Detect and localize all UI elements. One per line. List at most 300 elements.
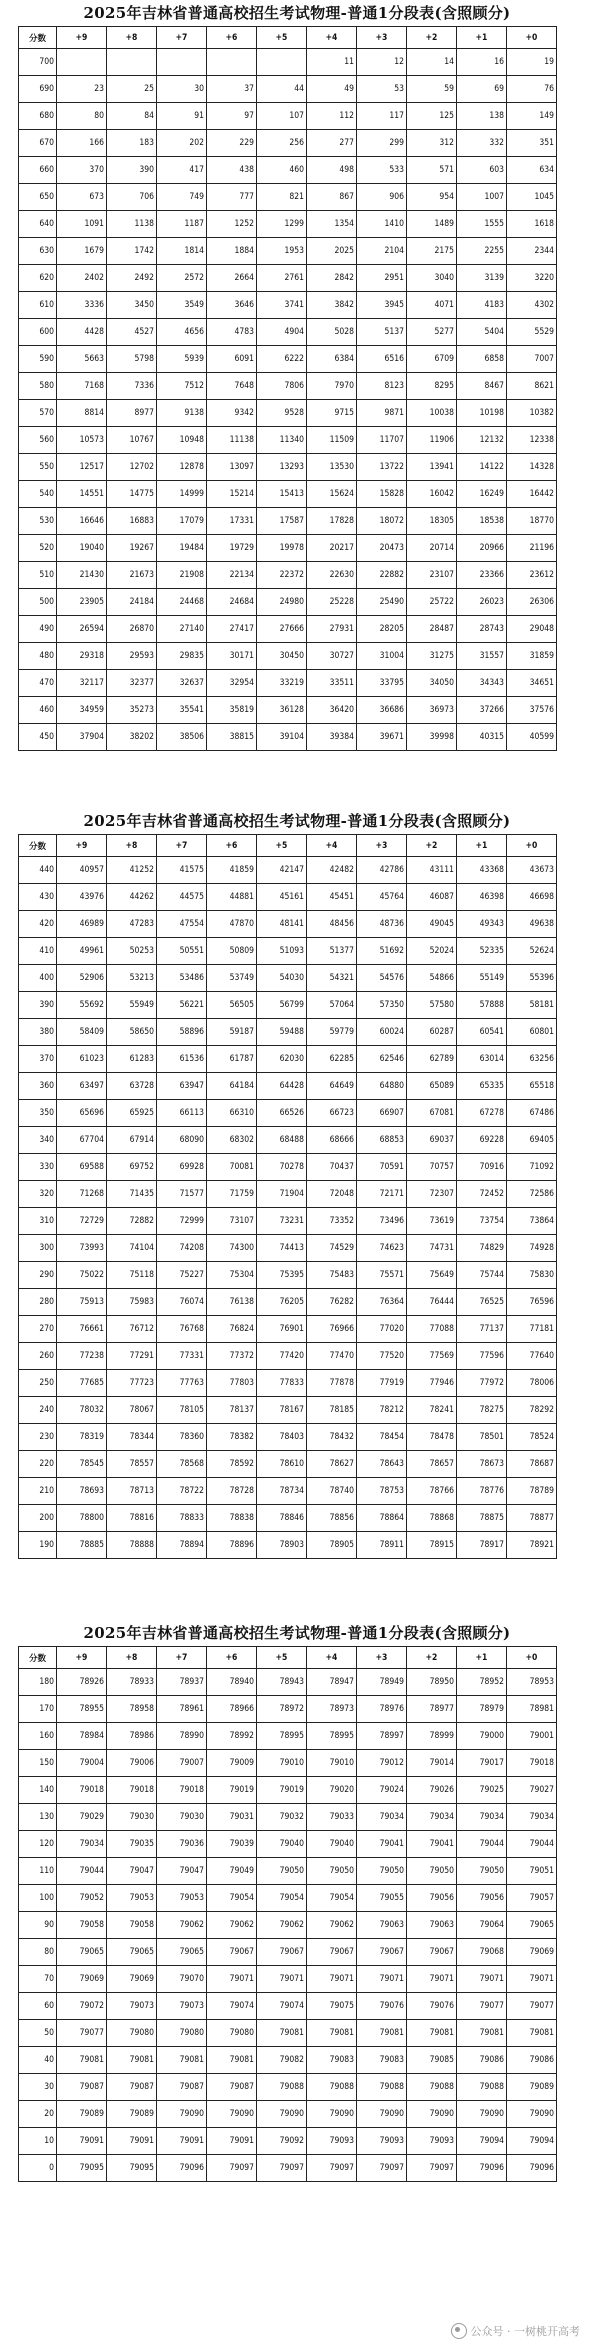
table-row	[19, 1777, 557, 1804]
cumulative-count-cell: 10948	[157, 427, 207, 454]
cumulative-count-cell: 21196	[507, 535, 557, 562]
cumulative-count-cell: 77878	[307, 1370, 357, 1397]
cumulative-count-cell: 23107	[407, 562, 457, 589]
cumulative-count-cell: 78524	[507, 1424, 557, 1451]
cumulative-count-cell: 79089	[57, 2101, 107, 2128]
cumulative-count-cell: 460	[257, 157, 307, 184]
cumulative-count-cell: 69588	[57, 1154, 107, 1181]
cumulative-count-cell: 79049	[207, 1858, 257, 1885]
cumulative-count-cell: 55149	[457, 965, 507, 992]
score-cell: 150	[19, 1750, 57, 1777]
cumulative-count-cell: 70757	[407, 1154, 457, 1181]
cumulative-count-cell: 79018	[157, 1777, 207, 1804]
cumulative-count-cell: 78344	[107, 1424, 157, 1451]
cumulative-count-cell: 17828	[307, 508, 357, 535]
score-cell: 50	[19, 2020, 57, 2047]
cumulative-count-cell: 40957	[57, 857, 107, 884]
cumulative-count-cell: 117	[357, 103, 407, 130]
cumulative-count-cell: 79025	[457, 1777, 507, 1804]
cumulative-count-cell: 77685	[57, 1370, 107, 1397]
cumulative-count-cell: 57580	[407, 992, 457, 1019]
cumulative-count-cell: 1884	[207, 238, 257, 265]
column-header: 分数	[19, 27, 57, 49]
cumulative-count-cell: 32117	[57, 670, 107, 697]
cumulative-count-cell: 634	[507, 157, 557, 184]
cumulative-count-cell: 112	[307, 103, 357, 130]
column-header: +9	[57, 27, 107, 49]
cumulative-count-cell: 70591	[357, 1154, 407, 1181]
table-row	[19, 2155, 557, 2182]
score-cell: 240	[19, 1397, 57, 1424]
cumulative-count-cell: 149	[507, 103, 557, 130]
cumulative-count-cell: 78643	[357, 1451, 407, 1478]
cumulative-count-cell: 74829	[457, 1235, 507, 1262]
cumulative-count-cell: 50809	[207, 938, 257, 965]
score-cell: 170	[19, 1696, 57, 1723]
cumulative-count-cell: 37904	[57, 724, 107, 751]
cumulative-count-cell: 79091	[157, 2128, 207, 2155]
cumulative-count-cell: 25490	[357, 589, 407, 616]
column-header: +9	[57, 1647, 107, 1669]
cumulative-count-cell: 79010	[257, 1750, 307, 1777]
cumulative-count-cell: 2104	[357, 238, 407, 265]
score-cell: 480	[19, 643, 57, 670]
score-cell: 200	[19, 1505, 57, 1532]
column-header: +2	[407, 835, 457, 857]
cumulative-count-cell: 46698	[507, 884, 557, 911]
column-header: +2	[407, 27, 457, 49]
cumulative-count-cell: 79091	[57, 2128, 107, 2155]
cumulative-count-cell: 45161	[257, 884, 307, 911]
cumulative-count-cell: 79081	[407, 2020, 457, 2047]
cumulative-count-cell: 69405	[507, 1127, 557, 1154]
cumulative-count-cell: 32954	[207, 670, 257, 697]
cumulative-count-cell: 2344	[507, 238, 557, 265]
cumulative-count-cell: 77833	[257, 1370, 307, 1397]
cumulative-count-cell: 78432	[307, 1424, 357, 1451]
cumulative-count-cell: 68302	[207, 1127, 257, 1154]
table-row	[19, 292, 557, 319]
cumulative-count-cell: 777	[207, 184, 257, 211]
cumulative-count-cell: 79086	[457, 2047, 507, 2074]
table-row	[19, 211, 557, 238]
cumulative-count-cell: 1091	[57, 211, 107, 238]
cumulative-count-cell: 58409	[57, 1019, 107, 1046]
cumulative-count-cell: 12878	[157, 454, 207, 481]
cumulative-count-cell: 79080	[157, 2020, 207, 2047]
cumulative-count-cell: 62546	[357, 1046, 407, 1073]
cumulative-count-cell: 40315	[457, 724, 507, 751]
cumulative-count-cell: 67486	[507, 1100, 557, 1127]
cumulative-count-cell: 79054	[207, 1885, 257, 1912]
cumulative-count-cell: 63014	[457, 1046, 507, 1073]
score-table	[18, 26, 557, 751]
cumulative-count-cell: 36973	[407, 697, 457, 724]
cumulative-count-cell: 28487	[407, 616, 457, 643]
cumulative-count-cell: 79091	[107, 2128, 157, 2155]
cumulative-count-cell: 351	[507, 130, 557, 157]
cumulative-count-cell: 12517	[57, 454, 107, 481]
cumulative-count-cell: 54576	[357, 965, 407, 992]
cumulative-count-cell: 29835	[157, 643, 207, 670]
cumulative-count-cell: 76364	[357, 1289, 407, 1316]
cumulative-count-cell: 73864	[507, 1208, 557, 1235]
cumulative-count-cell: 35541	[157, 697, 207, 724]
cumulative-count-cell	[57, 49, 107, 76]
score-cell: 470	[19, 670, 57, 697]
cumulative-count-cell: 79095	[107, 2155, 157, 2182]
cumulative-count-cell: 78722	[157, 1478, 207, 1505]
cumulative-count-cell: 79097	[307, 2155, 357, 2182]
table-header-row	[19, 27, 557, 49]
cumulative-count-cell: 6709	[407, 346, 457, 373]
cumulative-count-cell: 78995	[307, 1723, 357, 1750]
cumulative-count-cell: 79052	[57, 1885, 107, 1912]
cumulative-count-cell: 76768	[157, 1316, 207, 1343]
cumulative-count-cell: 75571	[357, 1262, 407, 1289]
cumulative-count-cell: 78877	[507, 1505, 557, 1532]
cumulative-count-cell: 14999	[157, 481, 207, 508]
column-header: +4	[307, 1647, 357, 1669]
cumulative-count-cell: 1953	[257, 238, 307, 265]
cumulative-count-cell: 78212	[357, 1397, 407, 1424]
cumulative-count-cell	[107, 49, 157, 76]
cumulative-count-cell: 78360	[157, 1424, 207, 1451]
cumulative-count-cell: 21908	[157, 562, 207, 589]
cumulative-count-cell: 78067	[107, 1397, 157, 1424]
cumulative-count-cell: 75744	[457, 1262, 507, 1289]
cumulative-count-cell: 53	[357, 76, 407, 103]
cumulative-count-cell: 79093	[407, 2128, 457, 2155]
score-cell: 340	[19, 1127, 57, 1154]
cumulative-count-cell: 64428	[257, 1073, 307, 1100]
cumulative-count-cell: 57350	[357, 992, 407, 1019]
cumulative-count-cell: 78592	[207, 1451, 257, 1478]
score-cell: 660	[19, 157, 57, 184]
cumulative-count-cell: 74529	[307, 1235, 357, 1262]
cumulative-count-cell: 78943	[257, 1669, 307, 1696]
cumulative-count-cell: 43673	[507, 857, 557, 884]
cumulative-count-cell: 60801	[507, 1019, 557, 1046]
table-row	[19, 1100, 557, 1127]
score-cell: 20	[19, 2101, 57, 2128]
cumulative-count-cell: 78972	[257, 1696, 307, 1723]
cumulative-count-cell: 71268	[57, 1181, 107, 1208]
cumulative-count-cell: 61787	[207, 1046, 257, 1073]
cumulative-count-cell: 59187	[207, 1019, 257, 1046]
cumulative-count-cell: 78976	[357, 1696, 407, 1723]
cumulative-count-cell: 19729	[207, 535, 257, 562]
cumulative-count-cell: 36420	[307, 697, 357, 724]
cumulative-count-cell: 79050	[357, 1858, 407, 1885]
cumulative-count-cell: 76444	[407, 1289, 457, 1316]
cumulative-count-cell: 79094	[457, 2128, 507, 2155]
cumulative-count-cell: 24980	[257, 589, 307, 616]
table-row	[19, 884, 557, 911]
cumulative-count-cell: 71759	[207, 1181, 257, 1208]
table-row	[19, 319, 557, 346]
score-cell: 570	[19, 400, 57, 427]
cumulative-count-cell: 23366	[457, 562, 507, 589]
score-cell: 580	[19, 373, 57, 400]
cumulative-count-cell: 79050	[457, 1858, 507, 1885]
cumulative-count-cell: 77088	[407, 1316, 457, 1343]
score-cell: 330	[19, 1154, 57, 1181]
cumulative-count-cell: 79004	[57, 1750, 107, 1777]
cumulative-count-cell: 79071	[457, 1966, 507, 1993]
cumulative-count-cell: 79093	[357, 2128, 407, 2155]
column-header: +1	[457, 27, 507, 49]
cumulative-count-cell: 64880	[357, 1073, 407, 1100]
cumulative-count-cell: 27140	[157, 616, 207, 643]
cumulative-count-cell: 1489	[407, 211, 457, 238]
cumulative-count-cell: 13530	[307, 454, 357, 481]
column-header: +8	[107, 1647, 157, 1669]
cumulative-count-cell: 78992	[207, 1723, 257, 1750]
cumulative-count-cell: 22630	[307, 562, 357, 589]
cumulative-count-cell: 73754	[457, 1208, 507, 1235]
cumulative-count-cell: 39998	[407, 724, 457, 751]
table-row	[19, 1127, 557, 1154]
cumulative-count-cell: 16883	[107, 508, 157, 535]
cumulative-count-cell: 79067	[257, 1939, 307, 1966]
column-header: +6	[207, 1647, 257, 1669]
cumulative-count-cell: 78905	[307, 1532, 357, 1559]
cumulative-count-cell: 5663	[57, 346, 107, 373]
cumulative-count-cell: 78958	[107, 1696, 157, 1723]
cumulative-count-cell: 11707	[357, 427, 407, 454]
score-cell: 250	[19, 1370, 57, 1397]
cumulative-count-cell: 62789	[407, 1046, 457, 1073]
table-row	[19, 1019, 557, 1046]
cumulative-count-cell: 78693	[57, 1478, 107, 1505]
cumulative-count-cell: 77470	[307, 1343, 357, 1370]
cumulative-count-cell: 9528	[257, 400, 307, 427]
cumulative-count-cell: 3945	[357, 292, 407, 319]
cumulative-count-cell: 27417	[207, 616, 257, 643]
cumulative-count-cell: 332	[457, 130, 507, 157]
cumulative-count-cell: 63497	[57, 1073, 107, 1100]
table-row	[19, 965, 557, 992]
cumulative-count-cell: 78915	[407, 1532, 457, 1559]
cumulative-count-cell: 183	[107, 130, 157, 157]
cumulative-count-cell: 79071	[407, 1966, 457, 1993]
cumulative-count-cell: 78868	[407, 1505, 457, 1532]
cumulative-count-cell: 8295	[407, 373, 457, 400]
table-row	[19, 130, 557, 157]
cumulative-count-cell: 5277	[407, 319, 457, 346]
cumulative-count-cell: 37266	[457, 697, 507, 724]
cumulative-count-cell: 78241	[407, 1397, 457, 1424]
cumulative-count-cell: 75227	[157, 1262, 207, 1289]
cumulative-count-cell: 71092	[507, 1154, 557, 1181]
score-table-section-1	[0, 0, 594, 751]
cumulative-count-cell: 78966	[207, 1696, 257, 1723]
score-cell: 620	[19, 265, 57, 292]
cumulative-count-cell: 417	[157, 157, 207, 184]
score-cell: 140	[19, 1777, 57, 1804]
cumulative-count-cell: 77596	[457, 1343, 507, 1370]
cumulative-count-cell: 749	[157, 184, 207, 211]
cumulative-count-cell: 5529	[507, 319, 557, 346]
cumulative-count-cell: 79050	[257, 1858, 307, 1885]
cumulative-count-cell: 1045	[507, 184, 557, 211]
cumulative-count-cell: 19	[507, 49, 557, 76]
cumulative-count-cell: 44575	[157, 884, 207, 911]
cumulative-count-cell: 75483	[307, 1262, 357, 1289]
cumulative-count-cell: 3741	[257, 292, 307, 319]
cumulative-count-cell: 79071	[307, 1966, 357, 1993]
cumulative-count-cell: 44	[257, 76, 307, 103]
cumulative-count-cell: 43976	[57, 884, 107, 911]
score-table-section-3	[0, 1620, 594, 2182]
cumulative-count-cell: 62030	[257, 1046, 307, 1073]
cumulative-count-cell: 77331	[157, 1343, 207, 1370]
cumulative-count-cell: 57064	[307, 992, 357, 1019]
cumulative-count-cell: 79090	[207, 2101, 257, 2128]
cumulative-count-cell: 7512	[157, 373, 207, 400]
cumulative-count-cell: 1007	[457, 184, 507, 211]
cumulative-count-cell: 78105	[157, 1397, 207, 1424]
cumulative-count-cell: 7007	[507, 346, 557, 373]
cumulative-count-cell: 66113	[157, 1100, 207, 1127]
wechat-icon	[451, 2323, 467, 2339]
cumulative-count-cell: 79090	[507, 2101, 557, 2128]
cumulative-count-cell: 25	[107, 76, 157, 103]
cumulative-count-cell: 78185	[307, 1397, 357, 1424]
cumulative-count-cell: 79096	[507, 2155, 557, 2182]
score-cell: 10	[19, 2128, 57, 2155]
cumulative-count-cell: 79090	[457, 2101, 507, 2128]
cumulative-count-cell: 78885	[57, 1532, 107, 1559]
cumulative-count-cell: 77372	[207, 1343, 257, 1370]
cumulative-count-cell: 79034	[407, 1804, 457, 1831]
cumulative-count-cell: 24684	[207, 589, 257, 616]
cumulative-count-cell: 7806	[257, 373, 307, 400]
cumulative-count-cell: 79001	[507, 1723, 557, 1750]
cumulative-count-cell: 84	[107, 103, 157, 130]
cumulative-count-cell: 2951	[357, 265, 407, 292]
column-header: +8	[107, 27, 157, 49]
cumulative-count-cell: 41252	[107, 857, 157, 884]
cumulative-count-cell: 79041	[357, 1831, 407, 1858]
cumulative-count-cell: 79053	[107, 1885, 157, 1912]
table-row	[19, 2074, 557, 2101]
cumulative-count-cell: 32377	[107, 670, 157, 697]
cumulative-count-cell: 52624	[507, 938, 557, 965]
column-header: +1	[457, 1647, 507, 1669]
cumulative-count-cell: 6222	[257, 346, 307, 373]
cumulative-count-cell: 76282	[307, 1289, 357, 1316]
cumulative-count-cell: 79056	[407, 1885, 457, 1912]
cumulative-count-cell: 78838	[207, 1505, 257, 1532]
cumulative-count-cell: 79088	[357, 2074, 407, 2101]
cumulative-count-cell: 49045	[407, 911, 457, 938]
cumulative-count-cell: 2255	[457, 238, 507, 265]
table-row	[19, 1289, 557, 1316]
cumulative-count-cell: 78984	[57, 1723, 107, 1750]
score-cell: 510	[19, 562, 57, 589]
cumulative-count-cell: 11	[307, 49, 357, 76]
cumulative-count-cell: 42147	[257, 857, 307, 884]
cumulative-count-cell: 79088	[457, 2074, 507, 2101]
cumulative-count-cell: 7168	[57, 373, 107, 400]
cumulative-count-cell: 78864	[357, 1505, 407, 1532]
cumulative-count-cell: 79000	[457, 1723, 507, 1750]
cumulative-count-cell: 75304	[207, 1262, 257, 1289]
cumulative-count-cell: 79034	[357, 1804, 407, 1831]
score-cell: 350	[19, 1100, 57, 1127]
table-row	[19, 562, 557, 589]
cumulative-count-cell: 64649	[307, 1073, 357, 1100]
cumulative-count-cell: 72882	[107, 1208, 157, 1235]
cumulative-count-cell: 1679	[57, 238, 107, 265]
cumulative-count-cell: 91	[157, 103, 207, 130]
cumulative-count-cell: 20473	[357, 535, 407, 562]
cumulative-count-cell: 79077	[457, 1993, 507, 2020]
cumulative-count-cell: 66310	[207, 1100, 257, 1127]
cumulative-count-cell: 68666	[307, 1127, 357, 1154]
cumulative-count-cell: 4656	[157, 319, 207, 346]
cumulative-count-cell: 78728	[207, 1478, 257, 1505]
score-cell: 100	[19, 1885, 57, 1912]
table-row	[19, 1993, 557, 2020]
score-cell: 120	[19, 1831, 57, 1858]
cumulative-count-cell: 61536	[157, 1046, 207, 1073]
cumulative-count-cell: 79077	[507, 1993, 557, 2020]
cumulative-count-cell: 23612	[507, 562, 557, 589]
cumulative-count-cell: 79083	[307, 2047, 357, 2074]
column-header: +7	[157, 835, 207, 857]
cumulative-count-cell: 45451	[307, 884, 357, 911]
cumulative-count-cell: 78673	[457, 1451, 507, 1478]
cumulative-count-cell: 79090	[307, 2101, 357, 2128]
cumulative-count-cell: 28205	[357, 616, 407, 643]
cumulative-count-cell: 78478	[407, 1424, 457, 1451]
column-header: +1	[457, 835, 507, 857]
cumulative-count-cell: 954	[407, 184, 457, 211]
score-cell: 0	[19, 2155, 57, 2182]
cumulative-count-cell: 79087	[157, 2074, 207, 2101]
cumulative-count-cell: 79071	[357, 1966, 407, 1993]
cumulative-count-cell: 22134	[207, 562, 257, 589]
cumulative-count-cell: 42786	[357, 857, 407, 884]
cumulative-count-cell: 8467	[457, 373, 507, 400]
cumulative-count-cell: 45764	[357, 884, 407, 911]
score-cell: 550	[19, 454, 57, 481]
cumulative-count-cell: 3336	[57, 292, 107, 319]
cumulative-count-cell: 56221	[157, 992, 207, 1019]
cumulative-count-cell: 107	[257, 103, 307, 130]
cumulative-count-cell: 78977	[407, 1696, 457, 1723]
table-row	[19, 1912, 557, 1939]
cumulative-count-cell: 9871	[357, 400, 407, 427]
table-row	[19, 454, 557, 481]
score-cell: 390	[19, 992, 57, 1019]
score-cell: 270	[19, 1316, 57, 1343]
column-header: 分数	[19, 835, 57, 857]
cumulative-count-cell: 51692	[357, 938, 407, 965]
cumulative-count-cell: 79010	[307, 1750, 357, 1777]
score-cell: 500	[19, 589, 57, 616]
table-row	[19, 670, 557, 697]
table-row	[19, 2128, 557, 2155]
cumulative-count-cell: 5939	[157, 346, 207, 373]
cumulative-count-cell: 77137	[457, 1316, 507, 1343]
cumulative-count-cell: 79018	[507, 1750, 557, 1777]
cumulative-count-cell: 17331	[207, 508, 257, 535]
cumulative-count-cell: 79034	[57, 1831, 107, 1858]
